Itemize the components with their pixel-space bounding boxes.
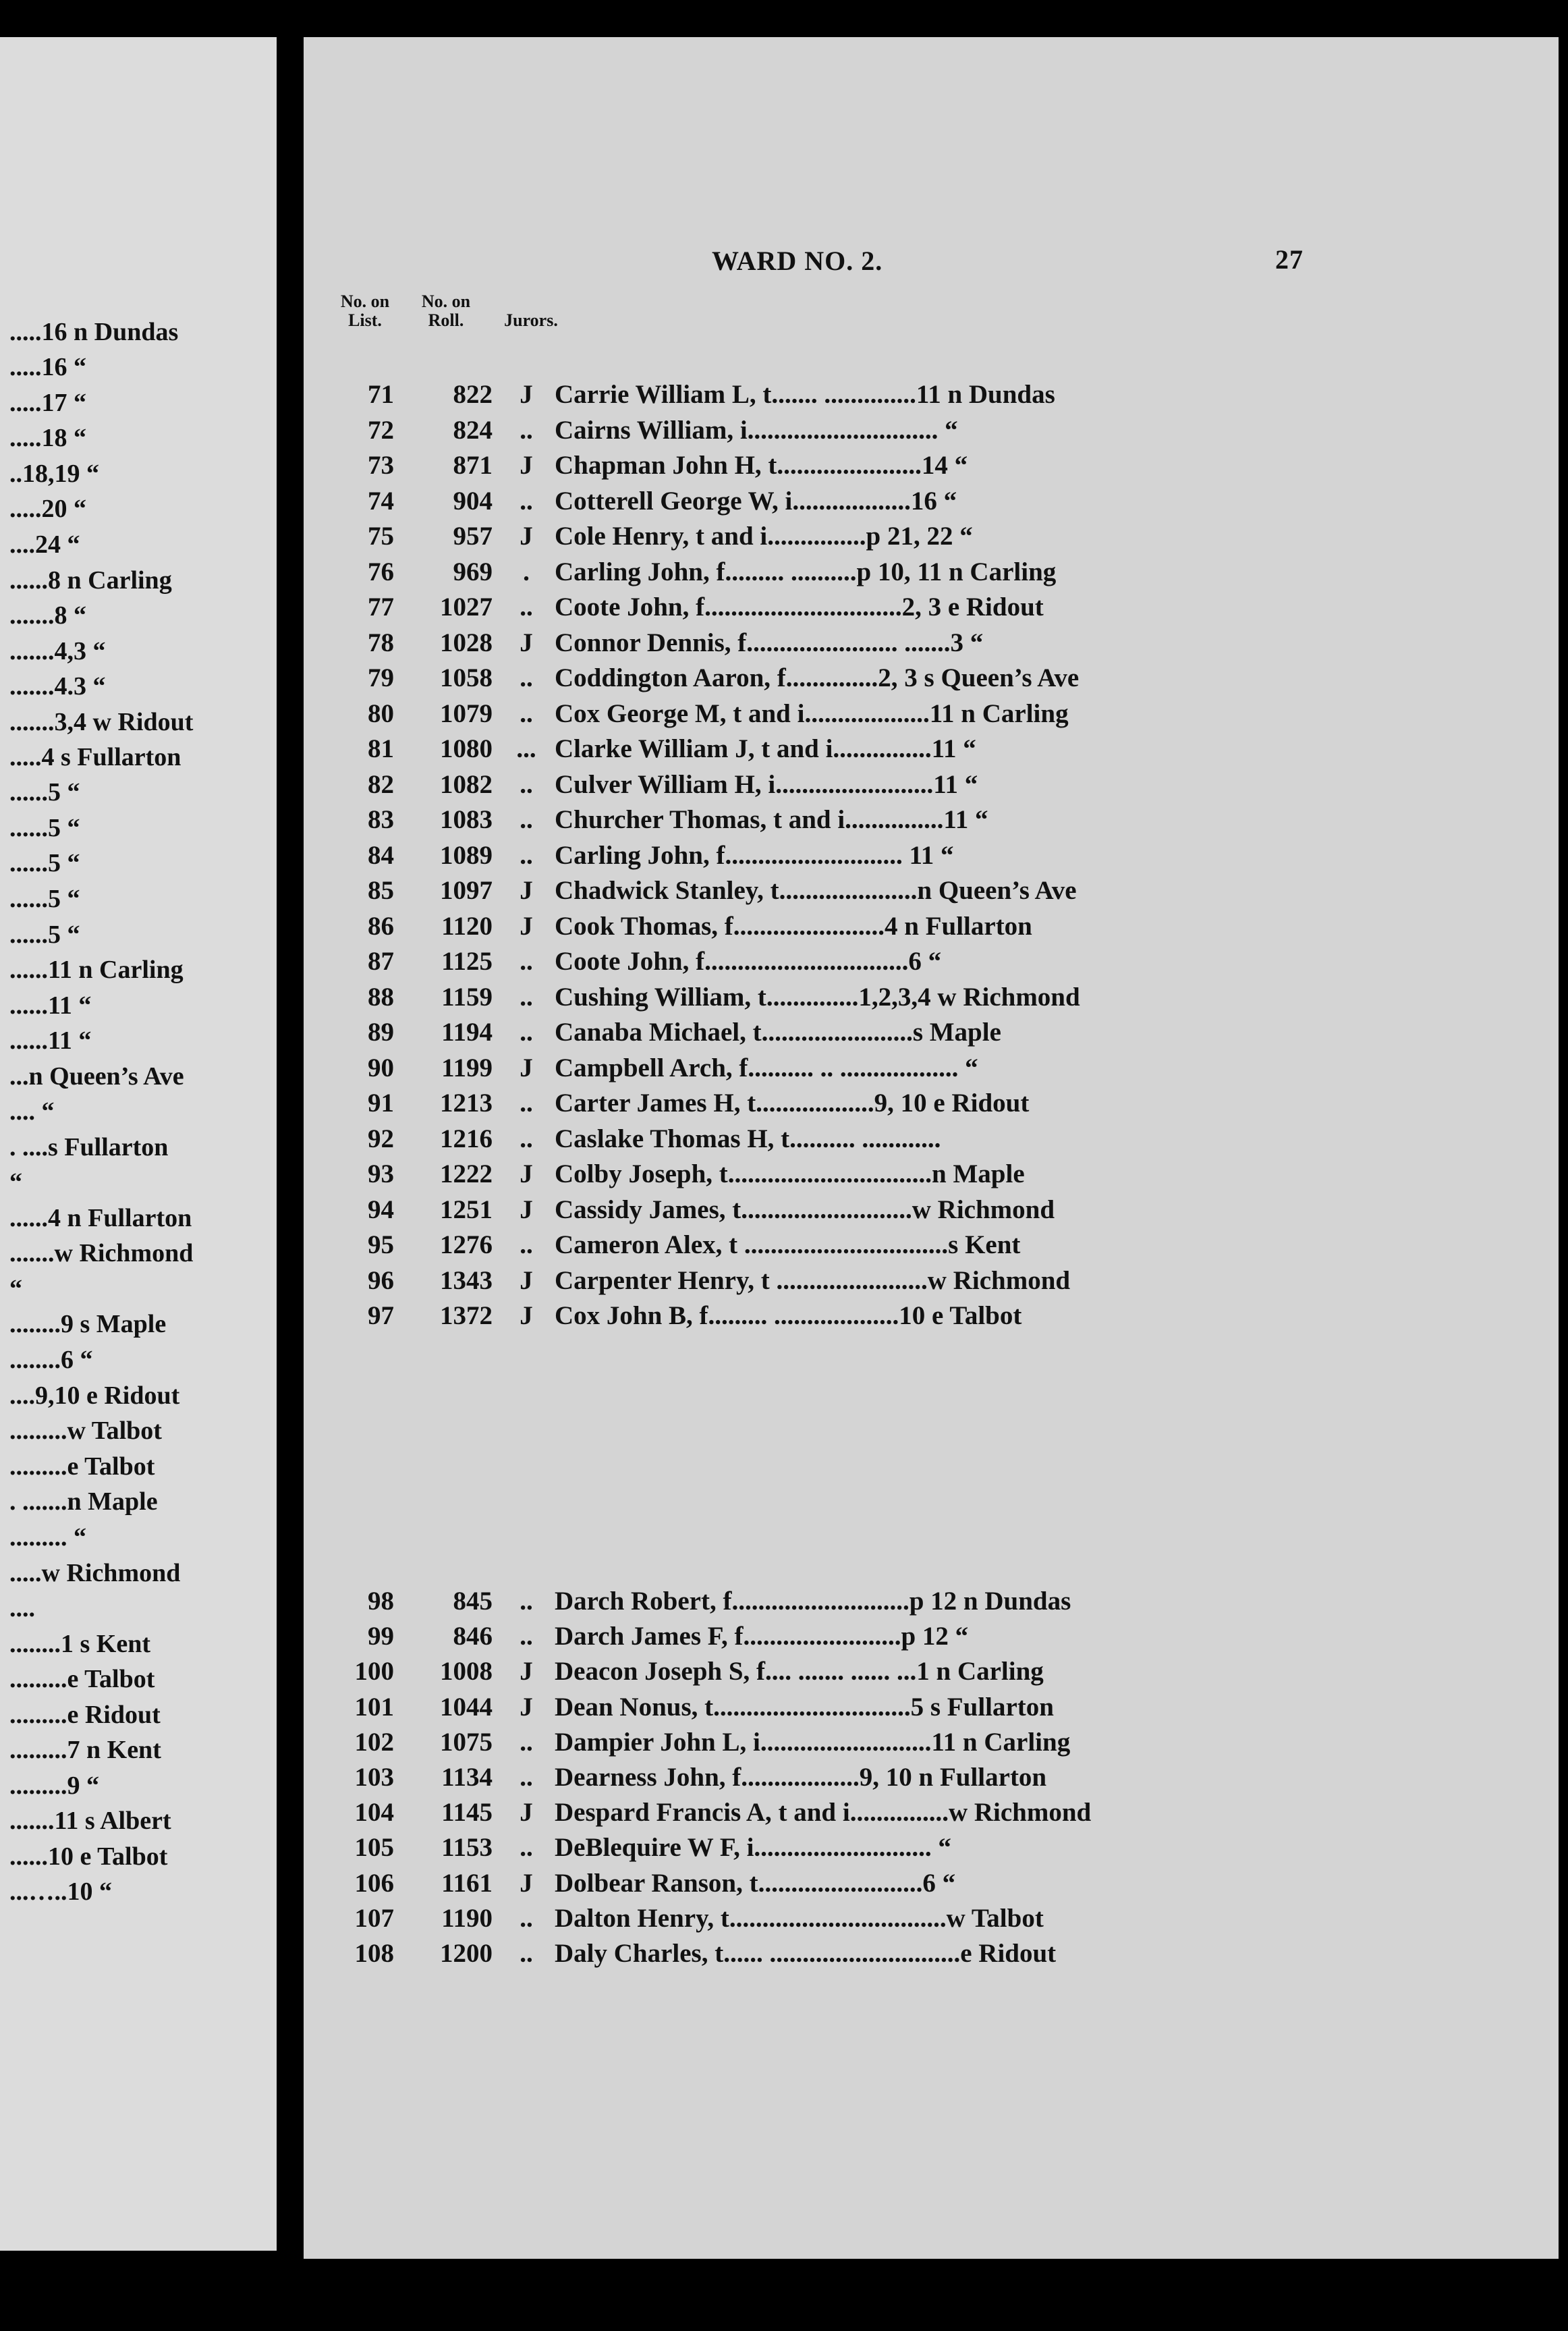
entry-roll-number: 1058 bbox=[440, 663, 493, 692]
entry-roll-number: 845 bbox=[453, 1587, 493, 1616]
entry-juror-mark: . bbox=[523, 557, 530, 586]
entry-juror-mark: J bbox=[520, 1265, 533, 1295]
left-fragment-text: .......11 s Albert bbox=[9, 1807, 171, 1835]
entry-juror-mark: J bbox=[520, 1053, 533, 1082]
entry-roll-number: 822 bbox=[453, 380, 493, 409]
left-fragment-line bbox=[0, 1132, 277, 1166]
left-fragment-line bbox=[0, 1735, 277, 1769]
left-fragment-text: ...…..10 “ bbox=[9, 1877, 112, 1906]
left-fragment-line bbox=[0, 1487, 277, 1520]
entry-roll-number: 1276 bbox=[440, 1230, 493, 1259]
left-fragment-line bbox=[0, 884, 277, 918]
column-header-jurors: Jurors. bbox=[504, 310, 558, 330]
left-fragment-text: ......10 e Talbot bbox=[9, 1842, 168, 1871]
entry-list-number: 85 bbox=[368, 876, 394, 905]
entry-list-number: 79 bbox=[368, 663, 394, 692]
entry-row bbox=[304, 1195, 1559, 1230]
entry-roll-number: 1251 bbox=[440, 1195, 493, 1224]
entry-row bbox=[304, 1017, 1559, 1052]
left-fragment-text: ......5 “ bbox=[9, 849, 80, 877]
entry-row bbox=[304, 1621, 1559, 1656]
left-fragment-text: .....17 “ bbox=[9, 389, 86, 417]
entry-roll-number: 1372 bbox=[440, 1301, 493, 1330]
entry-list-number: 84 bbox=[368, 840, 394, 870]
entry-juror-mark: .. bbox=[520, 663, 533, 692]
entry-name-address: DeBlequire W F, i........................... “ bbox=[555, 1833, 951, 1863]
entry-list-number: 88 bbox=[368, 982, 394, 1012]
left-fragment-text: ..18,19 “ bbox=[9, 460, 99, 488]
left-fragment-text: “ bbox=[9, 1275, 22, 1303]
left-fragment-text: .....16 “ bbox=[9, 353, 86, 381]
left-fragment-text: .........e Talbot bbox=[9, 1452, 155, 1481]
entry-name-address: Cotterell George W, i..................16 “ bbox=[555, 486, 957, 516]
entry-name-address: Coote John, f..............................2, 3 e Ridout bbox=[555, 593, 1044, 622]
entry-juror-mark: .. bbox=[520, 1903, 533, 1933]
entry-list-number: 102 bbox=[354, 1727, 394, 1757]
left-fragment-text: .........e Ridout bbox=[9, 1701, 161, 1729]
left-fragment-line bbox=[0, 1203, 277, 1237]
left-fragment-line bbox=[0, 1062, 277, 1095]
entry-roll-number: 1343 bbox=[440, 1265, 493, 1295]
entry-name-address: Chapman John H, t......................14 “ bbox=[555, 451, 968, 480]
entry-row bbox=[304, 1656, 1559, 1691]
entry-row bbox=[304, 663, 1559, 698]
entry-row bbox=[304, 1797, 1559, 1832]
entry-list-number: 78 bbox=[368, 628, 394, 657]
left-fragment-text: .......4.3 “ bbox=[9, 672, 106, 701]
entry-list-number: 104 bbox=[354, 1798, 394, 1828]
entry-juror-mark: .. bbox=[520, 1833, 533, 1863]
entry-name-address: Colby Joseph, t...............................n Maple bbox=[555, 1159, 1025, 1188]
entry-roll-number: 846 bbox=[453, 1622, 493, 1651]
entry-juror-mark: J bbox=[520, 1657, 533, 1686]
entry-list-number: 72 bbox=[368, 415, 394, 445]
entry-row bbox=[304, 1300, 1559, 1336]
left-fragment-text: .........e Talbot bbox=[9, 1665, 155, 1693]
left-fragment-text: .....18 “ bbox=[9, 424, 86, 452]
left-fragment-text: .......4,3 “ bbox=[9, 637, 106, 665]
entry-name-address: Cameron Alex, t ...............................s Kent bbox=[555, 1230, 1021, 1259]
entry-roll-number: 1075 bbox=[440, 1727, 493, 1757]
entry-name-address: Dalton Henry, t.................................w Talbot bbox=[555, 1903, 1044, 1933]
entry-juror-mark: .. bbox=[520, 1230, 533, 1259]
entry-roll-number: 1008 bbox=[440, 1657, 493, 1686]
entry-name-address: Culver William H, i........................11 “ bbox=[555, 769, 978, 799]
entry-name-address: Carling John, f......... ..........p 10, 11 n Carling bbox=[555, 557, 1057, 586]
entry-juror-mark: .. bbox=[520, 1587, 533, 1616]
left-fragment-text: ......11 n Carling bbox=[9, 956, 184, 984]
entry-roll-number: 1199 bbox=[441, 1053, 493, 1082]
entry-roll-number: 969 bbox=[453, 557, 493, 586]
entry-name-address: Daly Charles, t...... .............................e Ridout bbox=[555, 1939, 1057, 1968]
left-page-fragment bbox=[0, 37, 277, 2251]
left-fragment-line bbox=[0, 352, 277, 386]
entry-roll-number: 1097 bbox=[440, 876, 493, 905]
entry-juror-mark: J bbox=[520, 1868, 533, 1898]
entry-name-address: Despard Francis A, t and i...............w Richmond bbox=[555, 1798, 1092, 1828]
entry-row bbox=[304, 1088, 1559, 1123]
left-fragment-line bbox=[0, 1168, 277, 1201]
entry-name-address: Dampier John L, i..........................11 n Carling bbox=[555, 1727, 1071, 1757]
left-fragment-line bbox=[0, 530, 277, 564]
entry-list-number: 98 bbox=[368, 1587, 394, 1616]
entry-juror-mark: .. bbox=[520, 1622, 533, 1651]
entry-list-number: 82 bbox=[368, 769, 394, 799]
entry-list-number: 87 bbox=[368, 947, 394, 976]
entry-name-address: Clarke William J, t and i...............11 “ bbox=[555, 734, 976, 763]
entry-name-address: Cox John B, f......... ...................10 e Talbot bbox=[555, 1301, 1022, 1330]
entry-list-number: 89 bbox=[368, 1018, 394, 1047]
entry-name-address: Cushing William, t..............1,2,3,4 w Richmond bbox=[555, 982, 1080, 1012]
entry-list-number: 76 bbox=[368, 557, 394, 586]
entry-roll-number: 824 bbox=[453, 415, 493, 445]
entry-juror-mark: J bbox=[520, 911, 533, 941]
entry-juror-mark: J bbox=[520, 1301, 533, 1330]
entry-row bbox=[304, 1586, 1559, 1621]
entry-juror-mark: .. bbox=[520, 415, 533, 445]
left-fragment-line bbox=[0, 1877, 277, 1911]
left-fragment-line bbox=[0, 777, 277, 811]
entry-juror-mark: .. bbox=[520, 1089, 533, 1118]
entry-name-address: Carling John, f........................... 11 “ bbox=[555, 840, 954, 870]
left-fragment-line bbox=[0, 1700, 277, 1734]
entry-name-address: Campbell Arch, f.......... .. .................. “ bbox=[555, 1053, 978, 1082]
left-fragment-text: .....16 n Dundas bbox=[9, 318, 179, 346]
entry-row bbox=[304, 557, 1559, 592]
page-title: WARD NO. 2. bbox=[712, 246, 883, 276]
entry-row bbox=[304, 911, 1559, 946]
left-fragment-line bbox=[0, 1629, 277, 1663]
entry-list-number: 92 bbox=[368, 1124, 394, 1153]
entry-juror-mark: .. bbox=[520, 840, 533, 870]
left-fragment-text: . ....s Fullarton bbox=[9, 1133, 169, 1161]
left-fragment-text: .........9 “ bbox=[9, 1772, 99, 1800]
entry-row bbox=[304, 486, 1559, 521]
entry-name-address: Carter James H, t..................9, 10 e Ridout bbox=[555, 1089, 1030, 1118]
left-fragment-line bbox=[0, 1593, 277, 1627]
entry-row bbox=[304, 1265, 1559, 1300]
left-fragment-line bbox=[0, 388, 277, 422]
entry-name-address: Canaba Michael, t.......................s Maple bbox=[555, 1018, 1001, 1047]
entry-list-number: 105 bbox=[354, 1833, 394, 1863]
entry-name-address: Dearness John, f..................9, 10 n Fullarton bbox=[555, 1763, 1047, 1792]
left-fragment-text: ...n Queen’s Ave bbox=[9, 1062, 184, 1091]
entry-list-number: 90 bbox=[368, 1053, 394, 1082]
entry-juror-mark: J bbox=[520, 380, 533, 409]
entry-name-address: Coote John, f...............................6 “ bbox=[555, 947, 942, 976]
entry-row bbox=[304, 734, 1559, 769]
left-fragment-line bbox=[0, 1523, 277, 1556]
entry-row bbox=[304, 628, 1559, 663]
left-fragment-text: “ bbox=[9, 1168, 22, 1197]
left-fragment-line bbox=[0, 601, 277, 634]
entry-name-address: Dolbear Ranson, t.........................6 “ bbox=[555, 1868, 956, 1898]
entry-juror-mark: J bbox=[520, 1798, 533, 1828]
entry-list-number: 108 bbox=[354, 1939, 394, 1968]
entry-list-number: 71 bbox=[368, 380, 394, 409]
entry-row bbox=[304, 1727, 1559, 1762]
entry-roll-number: 1213 bbox=[440, 1089, 493, 1118]
entry-juror-mark: J bbox=[520, 876, 533, 905]
left-fragment-line bbox=[0, 459, 277, 493]
entry-name-address: Cassidy James, t..........................w Richmond bbox=[555, 1195, 1055, 1224]
left-fragment-line bbox=[0, 1238, 277, 1272]
entry-juror-mark: .. bbox=[520, 805, 533, 834]
left-fragment-text: ........1 s Kent bbox=[9, 1630, 150, 1658]
entry-name-address: Carpenter Henry, t .......................w Richmond bbox=[555, 1265, 1071, 1295]
entry-roll-number: 1200 bbox=[440, 1939, 493, 1968]
entry-juror-mark: .. bbox=[520, 947, 533, 976]
entry-roll-number: 1194 bbox=[441, 1018, 493, 1047]
entry-roll-number: 1089 bbox=[440, 840, 493, 870]
entry-row bbox=[304, 946, 1559, 981]
left-fragment-line bbox=[0, 494, 277, 528]
entry-name-address: Coddington Aaron, f..............2, 3 s Queen’s Ave bbox=[555, 663, 1080, 692]
left-fragment-line bbox=[0, 1026, 277, 1060]
left-fragment-text: ......8 n Carling bbox=[9, 566, 172, 595]
entry-roll-number: 957 bbox=[453, 522, 493, 551]
entry-row bbox=[304, 982, 1559, 1017]
left-fragment-line bbox=[0, 742, 277, 776]
left-fragment-text: ......4 n Fullarton bbox=[9, 1204, 192, 1232]
entry-row bbox=[304, 769, 1559, 804]
left-fragment-text: ........9 s Maple bbox=[9, 1310, 167, 1338]
left-fragment-line bbox=[0, 1416, 277, 1450]
entry-row bbox=[304, 804, 1559, 840]
entry-row bbox=[304, 379, 1559, 414]
entry-roll-number: 1027 bbox=[440, 593, 493, 622]
left-fragment-line bbox=[0, 1842, 277, 1875]
entry-list-number: 95 bbox=[368, 1230, 394, 1259]
left-fragment-line bbox=[0, 636, 277, 670]
left-fragment-text: .....20 “ bbox=[9, 495, 86, 523]
entry-juror-mark: .. bbox=[520, 698, 533, 728]
entry-name-address: Chadwick Stanley, t.....................n Queen’s Ave bbox=[555, 876, 1077, 905]
entry-juror-mark: J bbox=[520, 628, 533, 657]
left-fragment-text: ......... “ bbox=[9, 1523, 86, 1552]
entry-name-address: Churcher Thomas, t and i...............11 “ bbox=[555, 805, 988, 834]
left-fragment-line bbox=[0, 707, 277, 741]
entry-row bbox=[304, 1692, 1559, 1727]
entry-list-number: 75 bbox=[368, 522, 394, 551]
left-fragment-text: ....9,10 e Ridout bbox=[9, 1381, 180, 1410]
entry-list-number: 77 bbox=[368, 593, 394, 622]
entry-name-address: Connor Dennis, f....................... .......3 “ bbox=[555, 628, 984, 657]
left-fragment-line bbox=[0, 920, 277, 954]
entry-list-number: 83 bbox=[368, 805, 394, 834]
entry-roll-number: 1159 bbox=[441, 982, 493, 1012]
left-fragment-text: ......5 “ bbox=[9, 814, 80, 842]
entry-juror-mark: .. bbox=[520, 1727, 533, 1757]
entry-juror-mark: .. bbox=[520, 982, 533, 1012]
entry-roll-number: 1190 bbox=[441, 1903, 493, 1933]
entry-roll-number: 1134 bbox=[441, 1763, 493, 1792]
left-fragment-text: .... bbox=[9, 1594, 35, 1622]
left-fragment-text: .....4 s Fullarton bbox=[9, 743, 181, 771]
entry-roll-number: 1161 bbox=[441, 1868, 493, 1898]
entry-name-address: Carrie William L, t....... ..............11 n Dundas bbox=[555, 380, 1055, 409]
entry-roll-number: 1044 bbox=[440, 1692, 493, 1722]
entry-list-number: 86 bbox=[368, 911, 394, 941]
entry-juror-mark: J bbox=[520, 1195, 533, 1224]
entry-roll-number: 904 bbox=[453, 486, 493, 516]
entry-row bbox=[304, 450, 1559, 485]
column-header-roll: No. on Roll. bbox=[421, 292, 471, 330]
entry-row bbox=[304, 1832, 1559, 1867]
left-fragment-text: ......5 “ bbox=[9, 885, 80, 913]
entry-row bbox=[304, 1124, 1559, 1159]
left-fragment-line bbox=[0, 1558, 277, 1592]
page-number: 27 bbox=[1275, 244, 1304, 275]
left-fragment-line bbox=[0, 317, 277, 351]
entry-row bbox=[304, 415, 1559, 450]
left-fragment-text: . .......n Maple bbox=[9, 1487, 158, 1516]
entry-roll-number: 1028 bbox=[440, 628, 493, 657]
entry-row bbox=[304, 698, 1559, 734]
entry-list-number: 99 bbox=[368, 1622, 394, 1651]
entry-list-number: 106 bbox=[354, 1868, 394, 1898]
entry-row bbox=[304, 840, 1559, 875]
entry-name-address: Deacon Joseph S, f.... ....... ...... ...1 n Carling bbox=[555, 1657, 1044, 1686]
left-fragment-text: .......8 “ bbox=[9, 601, 86, 630]
left-fragment-line bbox=[0, 1345, 277, 1379]
entry-roll-number: 1120 bbox=[441, 911, 493, 941]
left-fragment-text: .....w Richmond bbox=[9, 1559, 181, 1587]
entry-list-number: 93 bbox=[368, 1159, 394, 1188]
entry-roll-number: 1083 bbox=[440, 805, 493, 834]
left-fragment-line bbox=[0, 1771, 277, 1805]
left-fragment-line bbox=[0, 955, 277, 989]
column-header-list: No. on List. bbox=[340, 292, 390, 330]
left-fragment-text: .........7 n Kent bbox=[9, 1736, 161, 1764]
entry-roll-number: 1145 bbox=[441, 1798, 493, 1828]
entry-list-number: 91 bbox=[368, 1089, 394, 1118]
entry-row bbox=[304, 1938, 1559, 1973]
left-fragment-line bbox=[0, 991, 277, 1024]
entry-list-number: 81 bbox=[368, 734, 394, 763]
entry-row bbox=[304, 1762, 1559, 1797]
left-fragment-line bbox=[0, 671, 277, 705]
entry-name-address: Cox George M, t and i...................11 n Carling bbox=[555, 698, 1069, 728]
left-fragment-line bbox=[0, 1274, 277, 1308]
entry-name-address: Cook Thomas, f.......................4 n Fullarton bbox=[555, 911, 1032, 941]
left-fragment-line bbox=[0, 1309, 277, 1343]
entry-juror-mark: .. bbox=[520, 486, 533, 516]
entry-list-number: 107 bbox=[354, 1903, 394, 1933]
left-fragment-line bbox=[0, 1381, 277, 1415]
left-fragment-text: ......11 “ bbox=[9, 991, 92, 1020]
entry-row bbox=[304, 1159, 1559, 1194]
entry-juror-mark: .. bbox=[520, 1018, 533, 1047]
entry-list-number: 74 bbox=[368, 486, 394, 516]
left-fragment-line bbox=[0, 813, 277, 847]
left-fragment-text: ......5 “ bbox=[9, 921, 80, 949]
entry-row bbox=[304, 1903, 1559, 1938]
entry-juror-mark: .. bbox=[520, 769, 533, 799]
entry-row bbox=[304, 1053, 1559, 1088]
left-fragment-line bbox=[0, 566, 277, 599]
entry-juror-mark: .. bbox=[520, 1939, 533, 1968]
entry-roll-number: 1153 bbox=[441, 1833, 493, 1863]
entry-list-number: 80 bbox=[368, 698, 394, 728]
left-fragment-line bbox=[0, 848, 277, 882]
entry-name-address: Dean Nonus, t..............................5 s Fullarton bbox=[555, 1692, 1054, 1722]
entry-juror-mark: J bbox=[520, 1159, 533, 1188]
entry-list-number: 103 bbox=[354, 1763, 394, 1792]
entry-roll-number: 1216 bbox=[440, 1124, 493, 1153]
entry-roll-number: 1080 bbox=[440, 734, 493, 763]
entry-juror-mark: .. bbox=[520, 1763, 533, 1792]
left-fragment-text: .......3,4 w Ridout bbox=[9, 708, 194, 736]
entry-roll-number: 1079 bbox=[440, 698, 493, 728]
entry-name-address: Cairns William, i............................. “ bbox=[555, 415, 958, 445]
entry-roll-number: 1125 bbox=[441, 947, 493, 976]
entry-row bbox=[304, 875, 1559, 910]
left-fragment-text: ....24 “ bbox=[9, 530, 80, 559]
entry-list-number: 94 bbox=[368, 1195, 394, 1224]
left-fragment-line bbox=[0, 1664, 277, 1698]
entry-juror-mark: ... bbox=[516, 734, 536, 763]
left-fragment-line bbox=[0, 1806, 277, 1840]
entry-name-address: Darch James F, f........................p 12 “ bbox=[555, 1622, 969, 1651]
left-fragment-text: ........6 “ bbox=[9, 1346, 93, 1374]
entry-list-number: 97 bbox=[368, 1301, 394, 1330]
left-fragment-line bbox=[0, 1097, 277, 1130]
left-fragment-text: ......11 “ bbox=[9, 1026, 92, 1055]
entry-roll-number: 1082 bbox=[440, 769, 493, 799]
entry-name-address: Darch Robert, f...........................p 12 n Dundas bbox=[555, 1587, 1071, 1616]
entry-row bbox=[304, 521, 1559, 556]
entry-juror-mark: J bbox=[520, 522, 533, 551]
entry-list-number: 100 bbox=[354, 1657, 394, 1686]
entry-juror-mark: J bbox=[520, 1692, 533, 1722]
entry-row bbox=[304, 592, 1559, 627]
entry-juror-mark: .. bbox=[520, 593, 533, 622]
entry-list-number: 96 bbox=[368, 1265, 394, 1295]
left-fragment-line bbox=[0, 423, 277, 457]
entry-juror-mark: J bbox=[520, 451, 533, 480]
left-fragment-text: .......w Richmond bbox=[9, 1239, 194, 1267]
entry-list-number: 101 bbox=[354, 1692, 394, 1722]
entry-row bbox=[304, 1868, 1559, 1903]
left-fragment-text: .........w Talbot bbox=[9, 1417, 162, 1445]
left-fragment-text: .... “ bbox=[9, 1097, 55, 1126]
entry-roll-number: 1222 bbox=[440, 1159, 493, 1188]
left-fragment-line bbox=[0, 1452, 277, 1485]
entry-juror-mark: .. bbox=[520, 1124, 533, 1153]
right-page bbox=[304, 37, 1559, 2259]
entry-roll-number: 871 bbox=[453, 451, 493, 480]
entry-row bbox=[304, 1230, 1559, 1265]
entry-name-address: Caslake Thomas H, t.......... ............ bbox=[555, 1124, 941, 1153]
entry-list-number: 73 bbox=[368, 451, 394, 480]
left-fragment-text: ......5 “ bbox=[9, 778, 80, 806]
entry-name-address: Cole Henry, t and i...............p 21, 22 “ bbox=[555, 522, 973, 551]
